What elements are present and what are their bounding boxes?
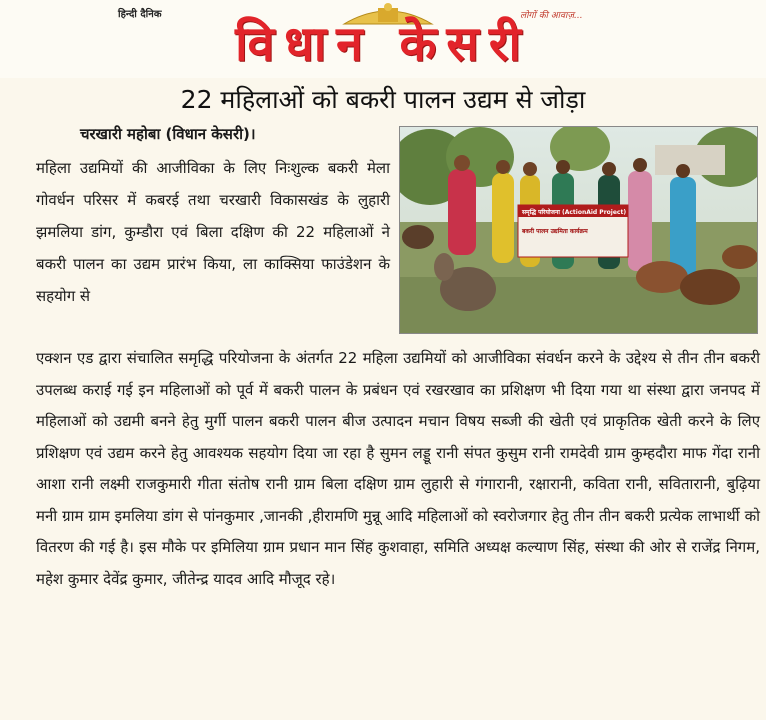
masthead-title: विधान केसरी	[235, 16, 531, 72]
masthead-supertitle: हिन्दी दैनिक	[118, 9, 162, 20]
article-headline: 22 महिलाओं को बकरी पालन उद्यम से जोड़ा	[180, 85, 586, 114]
masthead-tagline: लोगों की आवाज़...	[520, 11, 583, 21]
photo-banner-line1: समृद्धि परियोजना (ActionAid Project)	[522, 209, 627, 216]
article-body-full: एक्शन एड द्वारा संचालित समृद्धि परियोजना के अंतर्गत 22 महिला उद्यमियों को आजीविका संवर्धन करने के उद्देश्य से तीन तीन बकरी उपलब्ध कराई गई इन महिलाओं को पूर्व में बकरी पालन के प्रबंधन एवं रखरखाव का प्रशिक्षण भी दिया गया था संस्था द्वारा जनपद में महिलाओं को उद्यमी बनने हेतु मुर्गी पालन बकरी पालन बीज उत्पादन मचान विषय सब्जी की खेती एवं प्राकृतिक खेती करने के लिए प्रशिक्षण एवं उद्यम करने हेतु आवश्यक सहयोग दिया जा रहा है सुमन लड्डू रानी संपत कुसुम रानी रामदेवी ग्राम कुम्हदौरा माफ गेंदा रानी आशा रानी लक्ष्मी राजकुमारी गीता संतोष रानी ग्राम बिला दक्षिण ग्राम लुहारी से गंगारानी, रक्षारानी, कविता रानी, सवितारानी, बुढ़िया मनी ग्राम ग्राम इमलिया डांग से पांनकुमार ,जानकी ,हीरामणि मुन्नू आदि महिलाओं को स्वरोजगार हेतु तीन तीन बकरी प्रत्येक लाभार्थी को वितरण की गई है। इस मौके पर इमिलिया ग्राम प्रधान मान सिंह कुशवाहा, समिति अध्यक्ष कल्याण सिंह, संस्था की ओर से राजेंद्र निगम, महेश कुमार देवेंद्र कुमार, जीतेन्द्र यादव आदि मौजूद रहे।	[36, 349, 760, 588]
photo-banner-line2: बकरी पालन उद्यमिता कार्यक्रम	[522, 228, 588, 235]
article-byline: चरखारी महोबा (विधान केसरी)।	[80, 125, 256, 143]
masthead	[0, 0, 766, 78]
article-body-column: महिला उद्यमियों की आजीविका के लिए निःशुल्क बकरी मेला गोवर्धन परिसर में कबरई तथा चरखारी विकासखंड के लुहारी झमलिया डांग, कुम्डौरा एवं बिला दक्षिण की 22 महिलाओं ने बकरी पालन का उद्यम प्रारंभ किया, ला काक्सिया फाउंडेशन के सहयोग से	[36, 159, 390, 305]
article-photo	[399, 126, 758, 334]
